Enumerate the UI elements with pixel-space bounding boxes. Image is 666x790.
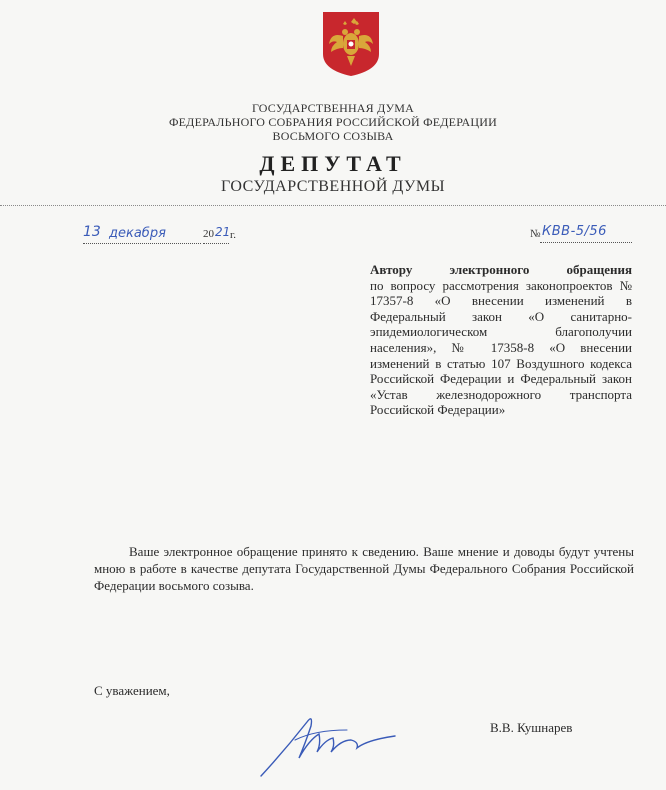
number-sign: № (530, 228, 541, 240)
org-line-1: ГОСУДАРСТВЕННАЯ ДУМА (251, 101, 415, 115)
deputy-title: ДЕПУТАТ (259, 151, 407, 176)
org-line-2: ФЕДЕРАЛЬНОГО СОБРАНИЯ РОССИЙСКОЙ ФЕДЕРАЦИИ (168, 115, 498, 129)
handwritten-signature (255, 700, 405, 780)
date-month: декабря (109, 226, 166, 241)
header-divider (0, 205, 666, 206)
coat-of-arms-icon (321, 10, 381, 78)
addressee-heading: Автору электронного обращения (370, 262, 632, 277)
addressee-block (370, 262, 632, 418)
date-suffix: г. (230, 229, 237, 241)
letter-body: Ваше электронное обращение принято к сведению. Ваше мнение и доводы будут учтены мною в работе в качестве депутата Государственной Думы Федерального Собрания Российской Федерации восьмого созыва. (94, 544, 634, 593)
document-number (530, 224, 640, 245)
number-value: КВВ-5/56 (542, 224, 607, 239)
number-underline (540, 242, 632, 243)
date-underline (83, 243, 201, 244)
addressee-subject: по вопросу рассмотрения законопроектов № 17357-8 «О внесении изменений в Федеральный закон «О санитарно-эпидемиологическом благополучии населения», № 17358-8 «О внесении изменений в статью 107 Воздушного кодекса Российской Федерации и Федеральный закон «Устав железнодорожного транспорта Российской Федерации» (370, 277, 632, 418)
date-year-suffix: 21 (215, 225, 231, 239)
closing-regards: С уважением, (94, 683, 170, 698)
date-year-prefix: 20 (203, 228, 214, 240)
deputy-subtitle: ГОСУДАРСТВЕННОЙ ДУМЫ (220, 178, 446, 195)
year-underline (203, 243, 229, 244)
document-date (83, 224, 243, 246)
signatory-name: В.В. Кушнарев (490, 720, 573, 735)
date-day: 13 (83, 224, 101, 240)
org-line-3: ВОСЬМОГО СОЗЫВА (272, 129, 394, 143)
